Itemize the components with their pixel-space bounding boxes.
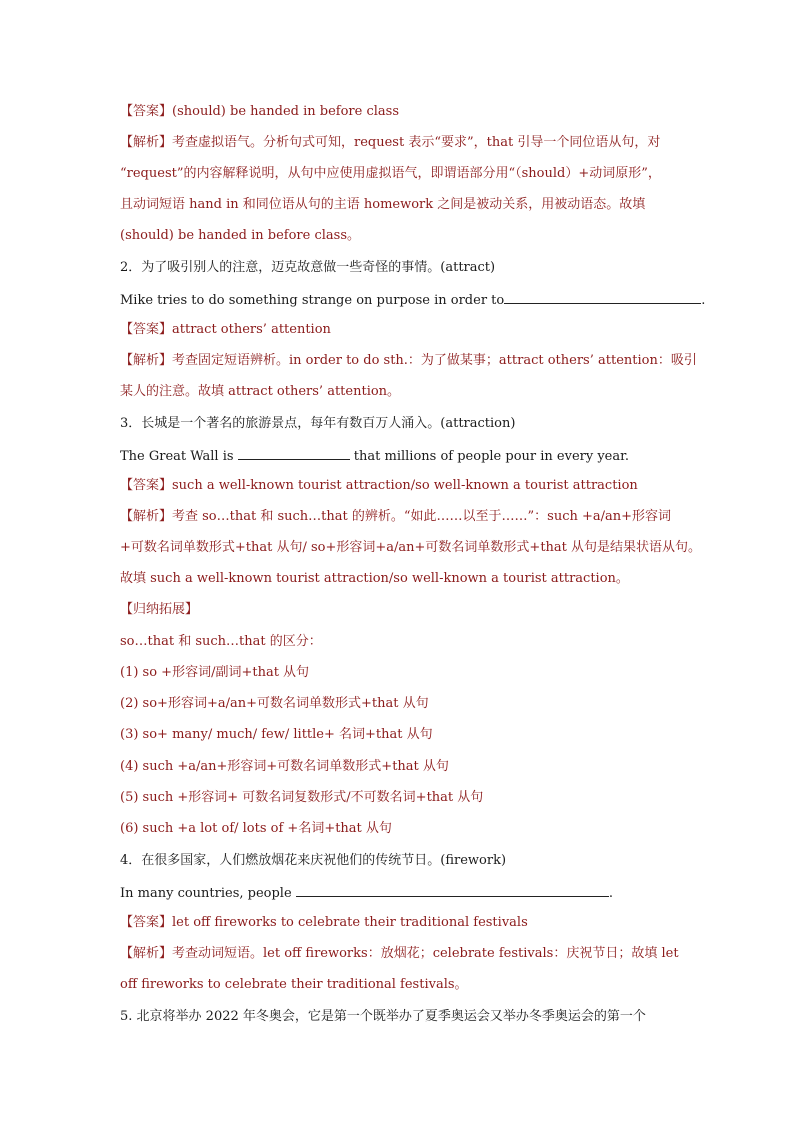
q3-extension-intro: so…that 和 such…that 的区分： (120, 634, 322, 649)
q4-sentence-post: . (608, 886, 613, 901)
q2-question: 2．为了吸引别人的注意，迈克故意做一些奇怪的事情。(attract) (120, 260, 496, 275)
q1-answer: 【答案】(should) be handed in before class (120, 104, 399, 119)
q1-analysis-line-2: “request”的内容解释说明，从句中应使用虚拟语气，即谓语部分用“（should）+动词原形”， (120, 166, 661, 181)
q2-sentence-pre: Mike tries to do something strange on purpose in order to (120, 293, 505, 308)
q1-analysis-line-3: 且动词短语 hand in 和同位语从句的主语 homework 之间是被动关系，用被动语态。故填 (120, 197, 646, 212)
q4-analysis-line-1: 【解析】考查动词短语。let off fireworks：放烟花；celebrate festivals：庆祝节日；故填 let (120, 946, 679, 961)
q3-question: 3．长城是一个著名的旅游景点，每年有数百万人涌入。(attraction) (120, 416, 516, 431)
q3-sentence-post: that millions of people pour in every year. (349, 449, 630, 464)
q4-sentence-pre: In many countries, people (120, 886, 292, 901)
q3-analysis-line-2: +可数名词单数形式+that 从句/ so+形容词+a/an+可数名词单数形式+that 从句是结果状语从句。 (120, 540, 702, 555)
q4-sentence (120, 883, 613, 903)
q2-blank[interactable] (504, 290, 701, 304)
q3-extension-item-6: (6) such +a lot of/ lots of +名词+that 从句 (120, 821, 392, 836)
q2-analysis-line-2: 某人的注意。故填 attract others’ attention。 (120, 384, 401, 399)
q3-extension-item-1: (1) so +形容词/副词+that 从句 (120, 665, 310, 680)
q3-extension-item-4: (4) such +a/an+形容词+可数名词单数形式+that 从句 (120, 759, 449, 774)
q3-analysis-line-1: 【解析】考查 so…that 和 such…that 的辨析。“如此……以至于……”：such +a/an+形容词 (120, 509, 672, 524)
q3-extension-title: 【归纳拓展】 (120, 602, 199, 617)
q5-question: 5. 北京将举办 2022 年冬奥会，它是第一个既举办了夏季奥运会又举办冬季奥运会的第一个 (120, 1009, 646, 1024)
q4-analysis-line-2: off fireworks to celebrate their traditional festivals。 (120, 977, 468, 992)
q2-answer: 【答案】attract others’ attention (120, 322, 331, 337)
q3-answer: 【答案】such a well-known tourist attraction/so well-known a tourist attraction (120, 478, 638, 493)
q3-extension-item-2: (2) so+形容词+a/an+可数名词单数形式+that 从句 (120, 696, 429, 711)
q3-analysis-line-3: 故填 such a well-known tourist attraction/so well-known a tourist attraction。 (120, 571, 629, 586)
q4-question: 4．在很多国家，人们燃放烟花来庆祝他们的传统节日。(firework) (120, 853, 507, 868)
q2-sentence-post: . (701, 293, 706, 308)
q4-blank[interactable] (296, 883, 609, 897)
q3-sentence-pre: The Great Wall is (120, 449, 234, 464)
q4-answer: 【答案】let off fireworks to celebrate their traditional festivals (120, 915, 528, 930)
q3-blank[interactable] (238, 446, 350, 460)
q3-extension-item-3: (3) so+ many/ much/ few/ little+ 名词+that 从句 (120, 727, 433, 742)
q1-analysis-line-4: (should) be handed in before class。 (120, 228, 360, 243)
q3-extension-item-5: (5) such +形容词+ 可数名词复数形式/不可数名词+that 从句 (120, 790, 484, 805)
q2-analysis-line-1: 【解析】考查固定短语辨析。in order to do sth.：为了做某事；attract others’ attention：吸引 (120, 353, 697, 368)
q2-sentence (120, 290, 705, 310)
q1-analysis-line-1: 【解析】考查虚拟语气。分析句式可知，request 表示“要求”，that 引导一个同位语从句，对 (120, 135, 661, 150)
q3-sentence (120, 446, 629, 466)
